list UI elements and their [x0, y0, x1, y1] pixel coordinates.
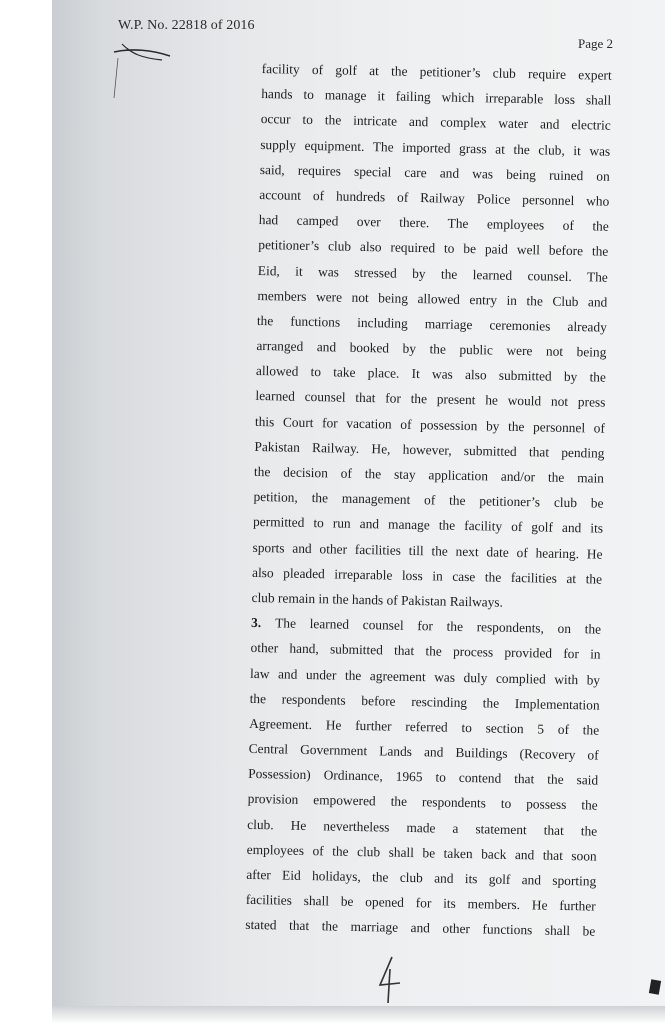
page-number: Page 2 — [578, 36, 614, 51]
line-text: Agreement. He further referred to section 5 of the — [249, 715, 600, 738]
case-reference: W.P. No. 22818 of 2016 — [118, 18, 255, 33]
line-text: law and under the agreement was duly complied with by — [250, 665, 601, 688]
line-text: facility of golf at the petitioner’s club require expert — [261, 60, 612, 83]
line-text: arranged and booked by the public were not being — [256, 338, 607, 360]
line-text: after Eid holidays, the club and its golf and sporting — [246, 866, 597, 889]
line-text: club. He nevertheless made a statement that the — [247, 816, 598, 839]
line-text: hands to manage it failing which irreparable loss shall — [261, 86, 612, 108]
line-text: occur to the intricate and complex water and electric — [260, 111, 611, 134]
pen-stroke-icon — [112, 40, 182, 100]
line-text: provision empowered the respondents to possess the — [247, 791, 598, 814]
line-text: learned counsel that for the present he would not press — [255, 388, 606, 411]
line-text: account of hundreds of Railway Police personnel who — [259, 186, 610, 209]
line-text: other hand, submitted that the process provided for in — [250, 640, 601, 662]
paragraph-number: 3. — [250, 615, 262, 631]
line-text: supply equipment. The imported grass at the club, it was — [260, 136, 611, 159]
page-shadow — [52, 1006, 665, 1024]
line-text: Possession) Ordinance, 1965 to contend that the said — [248, 766, 599, 788]
line-text: the respondents before rescinding the Implementation — [249, 690, 600, 713]
line-text: sports and other facilities till the next date of hearing. He — [252, 539, 603, 562]
handwritten-initials-icon — [370, 955, 410, 1005]
line-text: Eid, it was stressed by the learned counsel. The — [257, 262, 608, 285]
line-text: club remain in the hands of Pakistan Railways. — [251, 589, 504, 610]
line-text: The learned counsel for the respondents, on the — [275, 615, 602, 637]
line-text: Pakistan Railway. He, however, submitted that pending — [254, 438, 605, 461]
document-body — [245, 56, 612, 944]
line-text: had camped over there. The employees of the — [258, 212, 609, 234]
line-text: the decision of the stay application and/or the main — [253, 463, 605, 486]
line-text: petition, the management of the petitioner’s club be — [253, 489, 604, 511]
line-text: permitted to run and manage the facility of golf and its — [252, 514, 604, 537]
line-text: allowed to take place. It was also submitted by the — [255, 363, 607, 385]
scan-background — [0, 0, 52, 1024]
line-text: stated that the marriage and other functions shall be — [245, 917, 596, 939]
line-text: facilities shall be opened for its members. He further — [245, 892, 596, 914]
line-text: the functions including marriage ceremonies already — [256, 312, 608, 335]
line-text: also pleaded irreparable loss in case the facilities at the — [251, 564, 603, 587]
line-text: this Court for vacation of possession by the personnel of — [254, 413, 606, 436]
line-text: petitioner’s club also required to be paid well before the — [258, 237, 609, 259]
line-text: said, requires special care and was being ruined on — [259, 161, 610, 184]
line-text: members were not being allowed entry in the Club and — [257, 287, 608, 310]
line-text: employees of the club shall be taken back and that soon — [246, 841, 597, 864]
line-text: Central Government Lands and Buildings (Recovery of — [248, 740, 599, 763]
